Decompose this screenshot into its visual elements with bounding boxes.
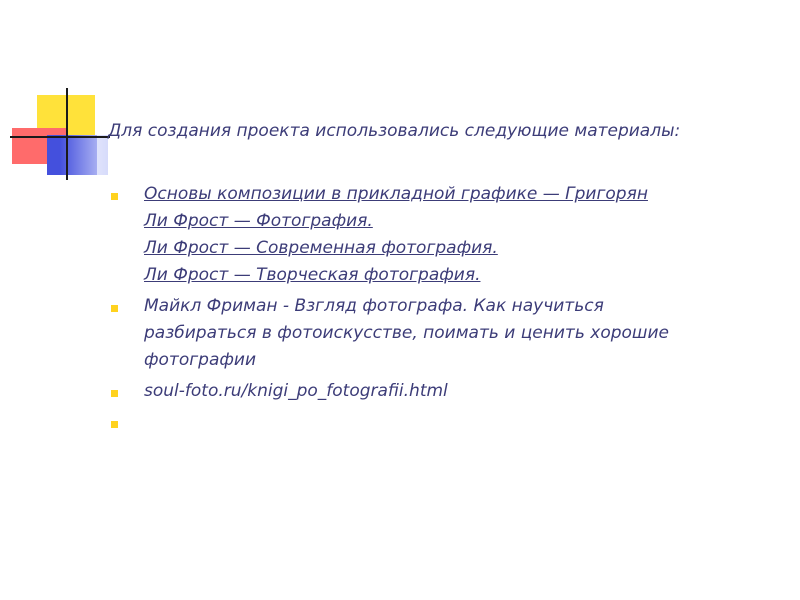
vertical-line-shape [66,88,68,180]
slide-title: Для создания проекта использовались следующие материалы: [108,121,681,141]
list-item-text: разбираться в фотоискусстве, поимать и ценить хорошие [144,323,669,343]
list-item [108,409,768,436]
link-frost-photography[interactable]: Ли Фрост — Фотография. [144,211,373,231]
link-composition-grigoryan[interactable]: Основы композиции в прикладной графике — Григорян [144,184,648,204]
empty-list-item [144,409,768,436]
horizontal-line-shape [10,136,110,138]
list-item [108,378,768,405]
list-item [108,293,768,374]
list-item [108,181,768,289]
square-bullet-icon [111,193,118,200]
corner-decoration [0,0,110,190]
square-bullet-icon [111,421,118,428]
square-bullet-icon [111,390,118,397]
bullet-list [108,181,768,440]
list-item-text: фотографии [144,350,257,370]
link-frost-modern-photography[interactable]: Ли Фрост — Современная фотография. [144,238,498,258]
list-item-text: Майкл Фриман - Взгляд фотографа. Как научиться [144,296,604,316]
link-frost-creative-photography[interactable]: Ли Фрост — Творческая фотография. [144,265,481,285]
square-bullet-icon [111,305,118,312]
url-text: soul-foto.ru/knigi_po_fotografii.html [144,381,448,401]
